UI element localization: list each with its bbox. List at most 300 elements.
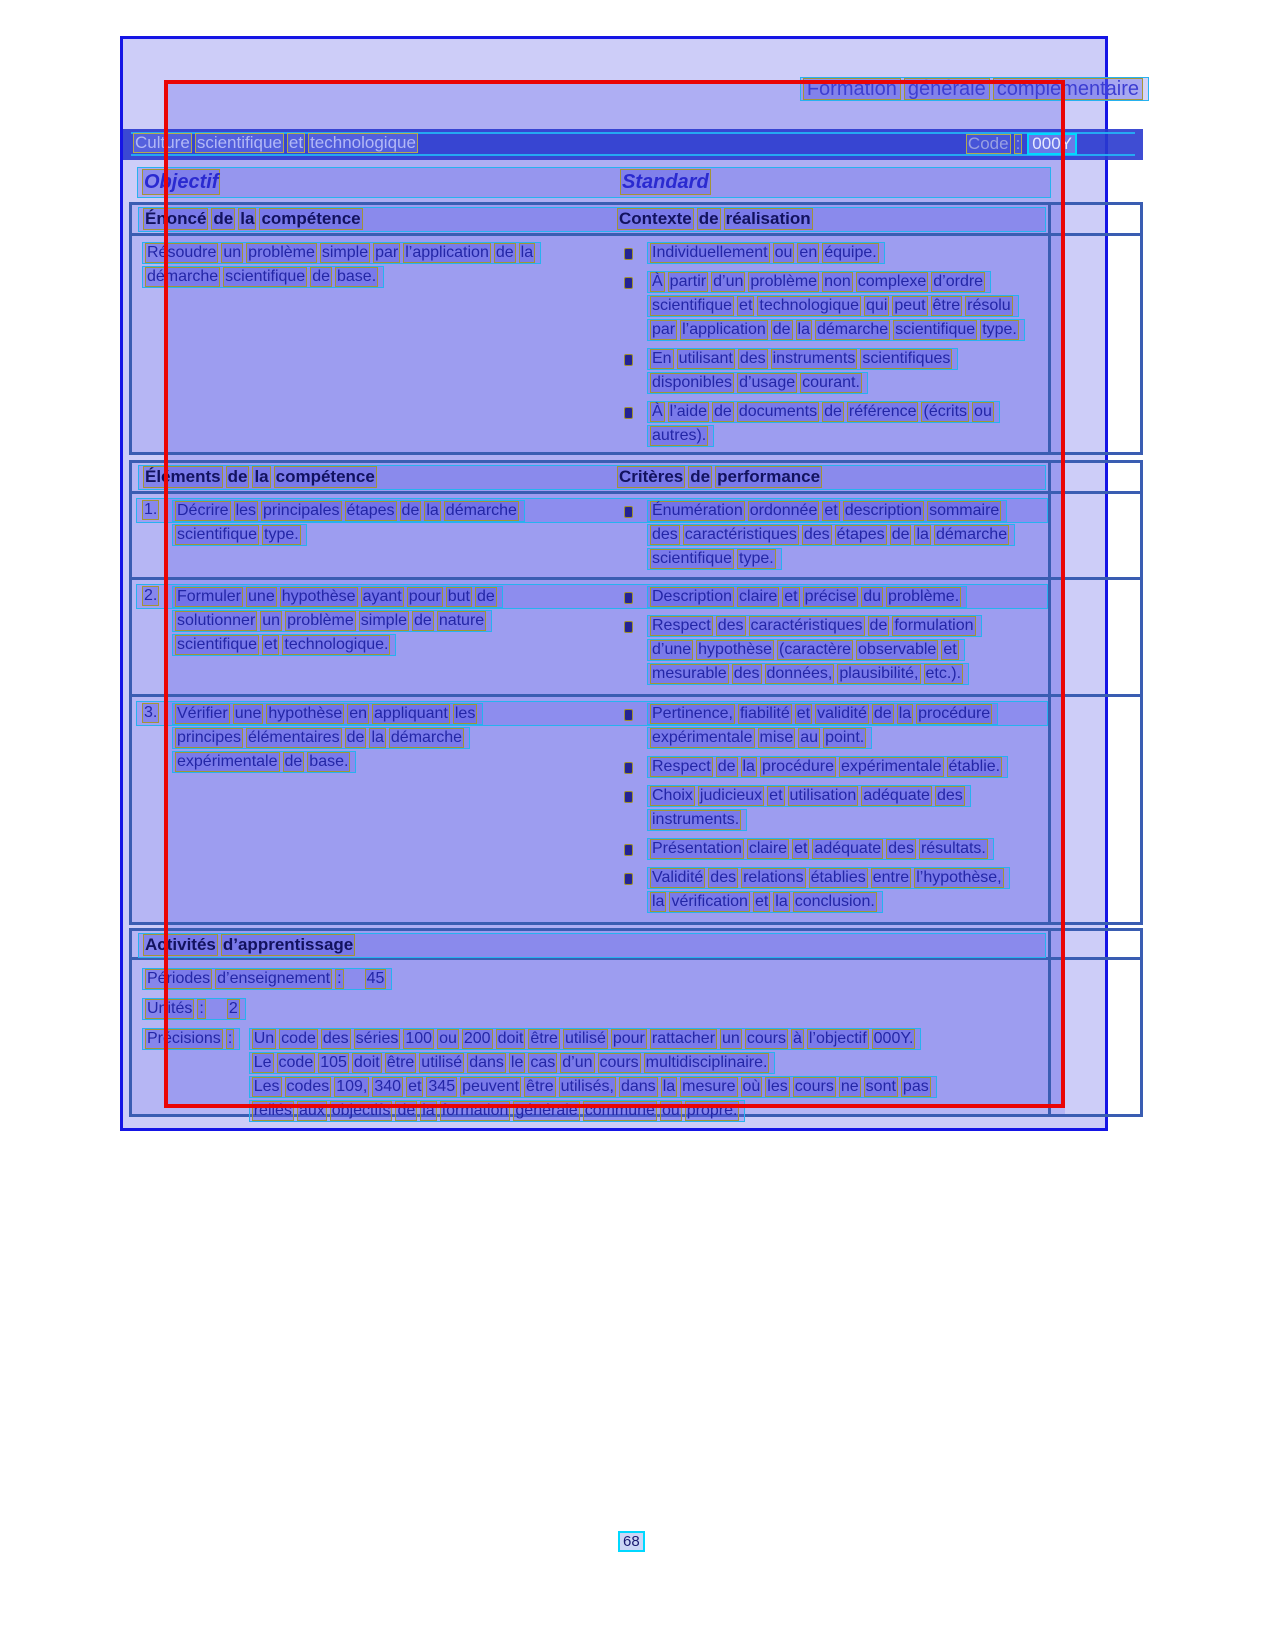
ocr-word: la — [916, 526, 929, 543]
ocr-word: et — [769, 787, 783, 804]
enonce-header — [143, 208, 366, 230]
ocr-word: judicieux — [699, 787, 763, 804]
ocr-word: les — [454, 705, 476, 722]
ocr-word: la — [520, 244, 534, 261]
ocr-word: Résoudre — [147, 244, 217, 261]
ocr-word: de — [213, 209, 234, 228]
ocr-line — [172, 727, 470, 749]
ocr-word: de — [401, 502, 420, 519]
ocr-word: simple — [321, 244, 369, 261]
ocr-word: hypothèse — [268, 705, 343, 722]
ocr-word: principes — [177, 729, 242, 746]
ocr-word: la — [898, 705, 912, 722]
table-enonce-contexte — [129, 202, 1143, 455]
ocr-line — [142, 242, 541, 264]
ocr-word: type. — [739, 550, 774, 567]
ocr-line — [647, 809, 747, 831]
ocr-word: des — [710, 869, 737, 886]
ocr-word: de — [891, 526, 910, 543]
bullet-item — [624, 401, 1025, 449]
ocr-word: cours — [746, 1030, 786, 1047]
ocr-line — [647, 785, 971, 807]
objectif-heading: Objectif — [144, 171, 219, 193]
ocr-word: pour — [408, 588, 441, 605]
ocr-word: et — [408, 1078, 422, 1095]
ocr-line — [172, 634, 396, 656]
row-number: 3. — [144, 704, 158, 721]
ocr-word: démarche — [935, 526, 1008, 543]
criteres-bullet-list — [624, 500, 1015, 577]
ocr-word: de — [714, 403, 732, 420]
ocr-line — [647, 548, 782, 570]
ocr-word: ou — [661, 1102, 680, 1119]
ocr-word: Énoncé — [145, 209, 207, 228]
ocr-word: rattacher — [651, 1030, 716, 1047]
ocr-word: fiabilité — [739, 705, 790, 722]
ocr-line — [142, 968, 392, 990]
ocr-word: être — [932, 297, 961, 314]
ocr-word: l’objectif — [808, 1030, 867, 1047]
bullet-item — [624, 500, 1015, 572]
ocr-word: 109, — [336, 1078, 368, 1095]
ocr-word: cours — [794, 1078, 834, 1095]
ocr-word: 340 — [374, 1078, 402, 1095]
ocr-word: démarche — [816, 321, 889, 338]
ocr-word: et — [943, 641, 957, 658]
bullet-icon — [624, 592, 633, 604]
ocr-word: Périodes — [147, 970, 211, 987]
ocr-word: de — [397, 1102, 416, 1119]
column-headings-row — [137, 167, 1051, 198]
ocr-word: nature — [438, 612, 485, 629]
activites-header — [143, 934, 358, 956]
ocr-word: d’enseignement — [217, 970, 331, 987]
bullet-icon — [624, 844, 633, 856]
ocr-word: sont — [865, 1078, 896, 1095]
ocr-word: étapes — [346, 502, 395, 519]
page-header — [800, 77, 1149, 101]
ocr-line — [647, 425, 714, 447]
ocr-word: Un — [253, 1030, 275, 1047]
ocr-word: formulation — [894, 617, 974, 634]
ocr-line — [647, 703, 998, 725]
ocr-word: doit — [497, 1030, 524, 1047]
ocr-word: et — [784, 588, 798, 605]
ocr-word: documents — [738, 403, 818, 420]
ocr-word: d’un — [562, 1054, 593, 1071]
ocr-word: (écrits — [923, 403, 968, 420]
ocr-word: solutionner — [177, 612, 256, 629]
ocr-word: vérification — [671, 893, 748, 910]
ocr-word: générale — [515, 1102, 578, 1119]
ocr-line — [249, 1052, 776, 1074]
ocr-word: expérimentale — [177, 753, 278, 770]
ocr-word: conclusion. — [794, 893, 875, 910]
ocr-word: simple — [360, 612, 408, 629]
ocr-line — [249, 1076, 937, 1098]
ocr-word: mesure — [682, 1078, 736, 1095]
ocr-word: base. — [337, 268, 377, 285]
table-enonce-header-row — [132, 205, 1140, 236]
ocr-word: de — [476, 588, 495, 605]
ocr-word: résultats. — [920, 840, 986, 857]
ocr-word: description — [844, 502, 923, 519]
ocr-word: être — [386, 1054, 415, 1071]
ocr-word: caractéristiques — [684, 526, 797, 543]
ocr-word: et — [288, 133, 304, 152]
ocr-word: de — [824, 403, 842, 420]
ocr-word: de — [698, 209, 719, 228]
ocr-word: Validité — [652, 869, 704, 886]
ocr-word: technologique — [759, 297, 860, 314]
ocr-word: codes — [286, 1078, 330, 1095]
ocr-word: claire — [748, 840, 788, 857]
ocr-word: des — [322, 1030, 349, 1047]
precisions-text — [249, 1028, 937, 1124]
ocr-word: Éléments — [145, 467, 221, 486]
ocr-line — [647, 838, 994, 860]
competence-statement — [142, 242, 541, 290]
ocr-word: de — [312, 268, 330, 285]
ocr-word: de — [346, 729, 365, 746]
ocr-line — [249, 1100, 746, 1122]
ocr-word: utilisés, — [560, 1078, 614, 1095]
ocr-word: Respect — [652, 758, 711, 775]
ocr-word: autres). — [652, 427, 707, 444]
table-activites-body — [132, 960, 1140, 1124]
unites-label — [145, 1000, 209, 1017]
ocr-word: type. — [982, 321, 1017, 338]
ocr-word: propre. — [686, 1102, 738, 1119]
ocr-word: de — [772, 321, 791, 338]
ocr-word: caractéristiques — [750, 617, 863, 634]
unites-value: 2 — [228, 1000, 238, 1017]
ocr-word: performance — [717, 467, 821, 486]
ocr-word: claire — [739, 588, 778, 605]
ocr-line — [647, 756, 1008, 778]
ocr-word: utilisation — [789, 787, 857, 804]
bullet-lines — [647, 703, 998, 751]
bullet-lines — [647, 242, 885, 266]
ocr-word: référence — [848, 403, 917, 420]
ocr-word: une — [248, 588, 275, 605]
ocr-word: relations — [743, 869, 804, 886]
ocr-word: et — [264, 636, 278, 653]
ocr-word: base. — [309, 753, 349, 770]
ocr-word: appliquant — [374, 705, 448, 722]
ocr-word: en — [799, 244, 818, 261]
ocr-word: l’application — [405, 244, 489, 261]
ocr-word: complémentaire — [993, 78, 1143, 100]
ocr-line — [647, 524, 1015, 546]
ocr-line — [647, 500, 1007, 522]
bullet-item — [624, 586, 982, 610]
ocr-line — [172, 610, 492, 632]
ocr-line — [172, 524, 307, 546]
bullet-lines — [647, 586, 967, 610]
ocr-word: (caractère — [779, 641, 852, 658]
ocr-word: des — [888, 840, 914, 857]
ocr-word: formation — [441, 1102, 509, 1119]
ocr-word: scientifique — [652, 297, 733, 314]
ocr-word: étapes — [836, 526, 885, 543]
element-text — [172, 500, 525, 548]
ocr-word: problème — [248, 244, 315, 261]
ocr-word: utilisant — [678, 350, 733, 367]
ocr-word: observable — [858, 641, 937, 658]
bullet-lines — [647, 785, 971, 833]
ocr-word: et — [754, 893, 769, 910]
row-number: 1. — [144, 501, 158, 518]
ocr-line — [647, 271, 991, 293]
criteres-bullet-list — [624, 586, 982, 692]
ocr-word: dans — [620, 1078, 656, 1095]
ocr-word: non — [824, 273, 851, 290]
ocr-word: but — [447, 588, 470, 605]
table-elements-header-row — [132, 463, 1140, 494]
bullet-lines — [647, 271, 1025, 343]
ocr-word: d’apprentissage — [222, 935, 354, 954]
ocr-word: un — [262, 612, 281, 629]
ocr-word: Pertinence, — [652, 705, 733, 722]
ocr-word: peut — [894, 297, 926, 314]
element-text — [172, 703, 483, 775]
ocr-line — [647, 295, 1019, 317]
ocr-word: ou — [439, 1030, 457, 1047]
ocr-line — [647, 586, 967, 608]
ocr-word: principales — [263, 502, 340, 519]
ocr-word: partir — [669, 273, 707, 290]
ocr-word: Contexte — [619, 209, 692, 228]
bullet-item — [624, 756, 1010, 780]
table-activites-header-row — [132, 931, 1140, 960]
ocr-line — [172, 586, 503, 608]
title-bar — [123, 129, 1143, 160]
ocr-word: élémentaires — [248, 729, 340, 746]
ocr-word: procédure — [918, 705, 991, 722]
ocr-word: pour — [612, 1030, 645, 1047]
bullet-item — [624, 867, 1010, 915]
ocr-word: Individuellement — [652, 244, 768, 261]
ocr-word: utilisé — [564, 1030, 606, 1047]
ocr-line — [647, 401, 1000, 423]
ocr-word: la — [422, 1102, 435, 1119]
ocr-word: Activités — [145, 935, 216, 954]
ocr-word: problème. — [887, 588, 960, 605]
bullet-icon — [624, 621, 633, 633]
ocr-word: d’usage — [739, 374, 796, 391]
criteres-bullet-list — [624, 703, 1010, 920]
ocr-word: validité — [817, 705, 867, 722]
ocr-word: Décrire — [177, 502, 229, 519]
bullet-item — [624, 271, 1025, 343]
ocr-word: problème — [287, 612, 354, 629]
page-number: 68 — [618, 1531, 645, 1552]
ocr-word: être — [526, 1078, 554, 1095]
ocr-word: l’hypothèse, — [916, 869, 1002, 886]
ocr-word: En — [652, 350, 672, 367]
ocr-word: scientifique — [177, 636, 258, 653]
ocr-word: 105 — [320, 1054, 347, 1071]
ocr-word: plausibilité, — [839, 665, 919, 682]
code-value: 000Y — [1027, 133, 1077, 155]
ocr-word: Choix — [652, 787, 693, 804]
ocr-word: hypothèse — [281, 588, 356, 605]
precisions-label — [142, 1028, 240, 1050]
ocr-word: et — [796, 705, 811, 722]
ocr-word: instruments — [772, 350, 856, 367]
ocr-word: de — [414, 612, 432, 629]
ocr-word: À — [652, 403, 663, 420]
ocr-word: de — [869, 617, 888, 634]
ocr-word: des — [803, 526, 830, 543]
ocr-word: des — [739, 350, 766, 367]
code-label — [966, 134, 1025, 153]
ocr-word: scientifique — [652, 550, 733, 567]
pdf-page — [120, 36, 1139, 1131]
ocr-word: au — [800, 729, 819, 746]
ocr-word: être — [530, 1030, 558, 1047]
ocr-word: technologique — [310, 133, 416, 152]
ocr-word: des — [717, 617, 744, 634]
ocr-word: la — [426, 502, 439, 519]
ocr-word: multidisciplinaire. — [645, 1054, 768, 1071]
ocr-line — [647, 639, 965, 661]
ocr-word: : — [227, 1030, 233, 1047]
ocr-word: démarche — [147, 268, 219, 285]
ocr-line — [138, 465, 1046, 490]
table-elements-criteres — [129, 460, 1143, 925]
ocr-line — [249, 1028, 922, 1050]
ocr-word: d’un — [713, 273, 744, 290]
ocr-word: scientifiques — [862, 350, 951, 367]
ocr-word: de — [690, 467, 711, 486]
ocr-word: pas — [902, 1078, 929, 1095]
precisions-row — [142, 1028, 1140, 1124]
code-field — [966, 133, 1077, 155]
ocr-word: compétence — [261, 209, 361, 228]
ocr-word: : — [1015, 134, 1021, 153]
ocr-word: la — [775, 893, 788, 910]
ocr-word: démarche — [390, 729, 463, 746]
ocr-word: des — [652, 526, 678, 543]
ocr-word: Description — [652, 588, 733, 605]
ocr-line — [647, 319, 1025, 341]
ocr-word: disponibles — [652, 374, 733, 391]
ocr-word: d’une — [652, 641, 692, 658]
ocr-word: de — [717, 758, 736, 775]
ocr-word: Vérifier — [177, 705, 228, 722]
ocr-word: 345 — [428, 1078, 456, 1095]
ocr-word: complexe — [857, 273, 927, 290]
ocr-word: entre — [872, 869, 910, 886]
criteres-header — [617, 466, 825, 488]
bullet-icon — [624, 407, 633, 419]
ocr-word: instruments. — [652, 811, 740, 828]
ocr-word: et — [739, 297, 753, 314]
ocr-word: À — [652, 273, 663, 290]
ocr-word: des — [936, 787, 963, 804]
bullet-lines — [647, 867, 1010, 915]
ocr-word: objectifs — [331, 1102, 391, 1119]
bullet-icon — [624, 277, 633, 289]
contexte-bullet-list — [624, 242, 1025, 454]
bullet-item — [624, 615, 982, 687]
periodes-value: 45 — [366, 970, 385, 987]
ocr-word: le — [510, 1054, 524, 1071]
ocr-word: de — [873, 705, 892, 722]
ocr-line — [142, 998, 246, 1020]
ocr-line — [647, 348, 958, 370]
ocr-word: ou — [774, 244, 793, 261]
ocr-word: Unités — [147, 1000, 193, 1017]
ocr-word: sommaire — [929, 502, 1000, 519]
ocr-word: où — [742, 1078, 761, 1095]
ocr-word: la — [652, 893, 665, 910]
ocr-word: mise — [759, 729, 794, 746]
ocr-word: adéquate — [814, 840, 882, 857]
ocr-word: 200 — [463, 1030, 491, 1047]
ocr-word: aux — [298, 1102, 325, 1119]
unites-row — [142, 998, 1140, 1020]
ocr-word: scientifique — [895, 321, 976, 338]
table-activites — [129, 928, 1143, 1117]
ocr-word: hypothèse — [698, 641, 772, 658]
ocr-word: la — [371, 729, 384, 746]
ocr-line — [647, 727, 872, 749]
ocr-word: Code — [967, 134, 1009, 153]
ocr-word: précise — [804, 588, 857, 605]
ocr-word: code — [278, 1054, 314, 1071]
ocr-word: procédure — [761, 758, 834, 775]
ocr-word: et — [824, 502, 838, 519]
ocr-line — [172, 751, 356, 773]
bullet-icon — [624, 354, 633, 366]
ocr-line — [647, 663, 969, 685]
ocr-line — [142, 266, 384, 288]
ocr-line — [647, 867, 1010, 889]
ocr-word: ayant — [362, 588, 402, 605]
bullet-icon — [624, 506, 633, 518]
bullet-item — [624, 838, 1010, 862]
bullet-lines — [647, 401, 1000, 449]
element-row-1 — [132, 494, 1140, 577]
ocr-line — [172, 500, 525, 522]
ocr-word: qui — [866, 297, 888, 314]
elements-header — [143, 466, 380, 488]
ocr-line — [647, 891, 883, 913]
bullet-item — [624, 242, 1025, 266]
ocr-word: générale — [904, 78, 990, 100]
ocr-word: Énumération — [652, 502, 743, 519]
ocr-word: Précisions — [147, 1030, 221, 1047]
ocr-word: adéquate — [863, 787, 930, 804]
standard-heading: Standard — [622, 171, 709, 193]
title-bar-title — [133, 133, 421, 153]
ocr-word: ordonnée — [749, 502, 818, 519]
ocr-word: point. — [825, 729, 865, 746]
ocr-word: la — [240, 209, 255, 228]
periodes-row — [142, 968, 1140, 990]
ocr-word: scientifique — [196, 133, 282, 152]
ocr-word: 100 — [405, 1030, 433, 1047]
ocr-word: d’ordre — [933, 273, 984, 290]
ocr-word: de — [495, 244, 514, 261]
contexte-header — [617, 208, 816, 230]
ocr-word: scientifique — [177, 526, 258, 543]
ocr-word: la — [742, 758, 755, 775]
bullet-lines — [647, 615, 982, 687]
